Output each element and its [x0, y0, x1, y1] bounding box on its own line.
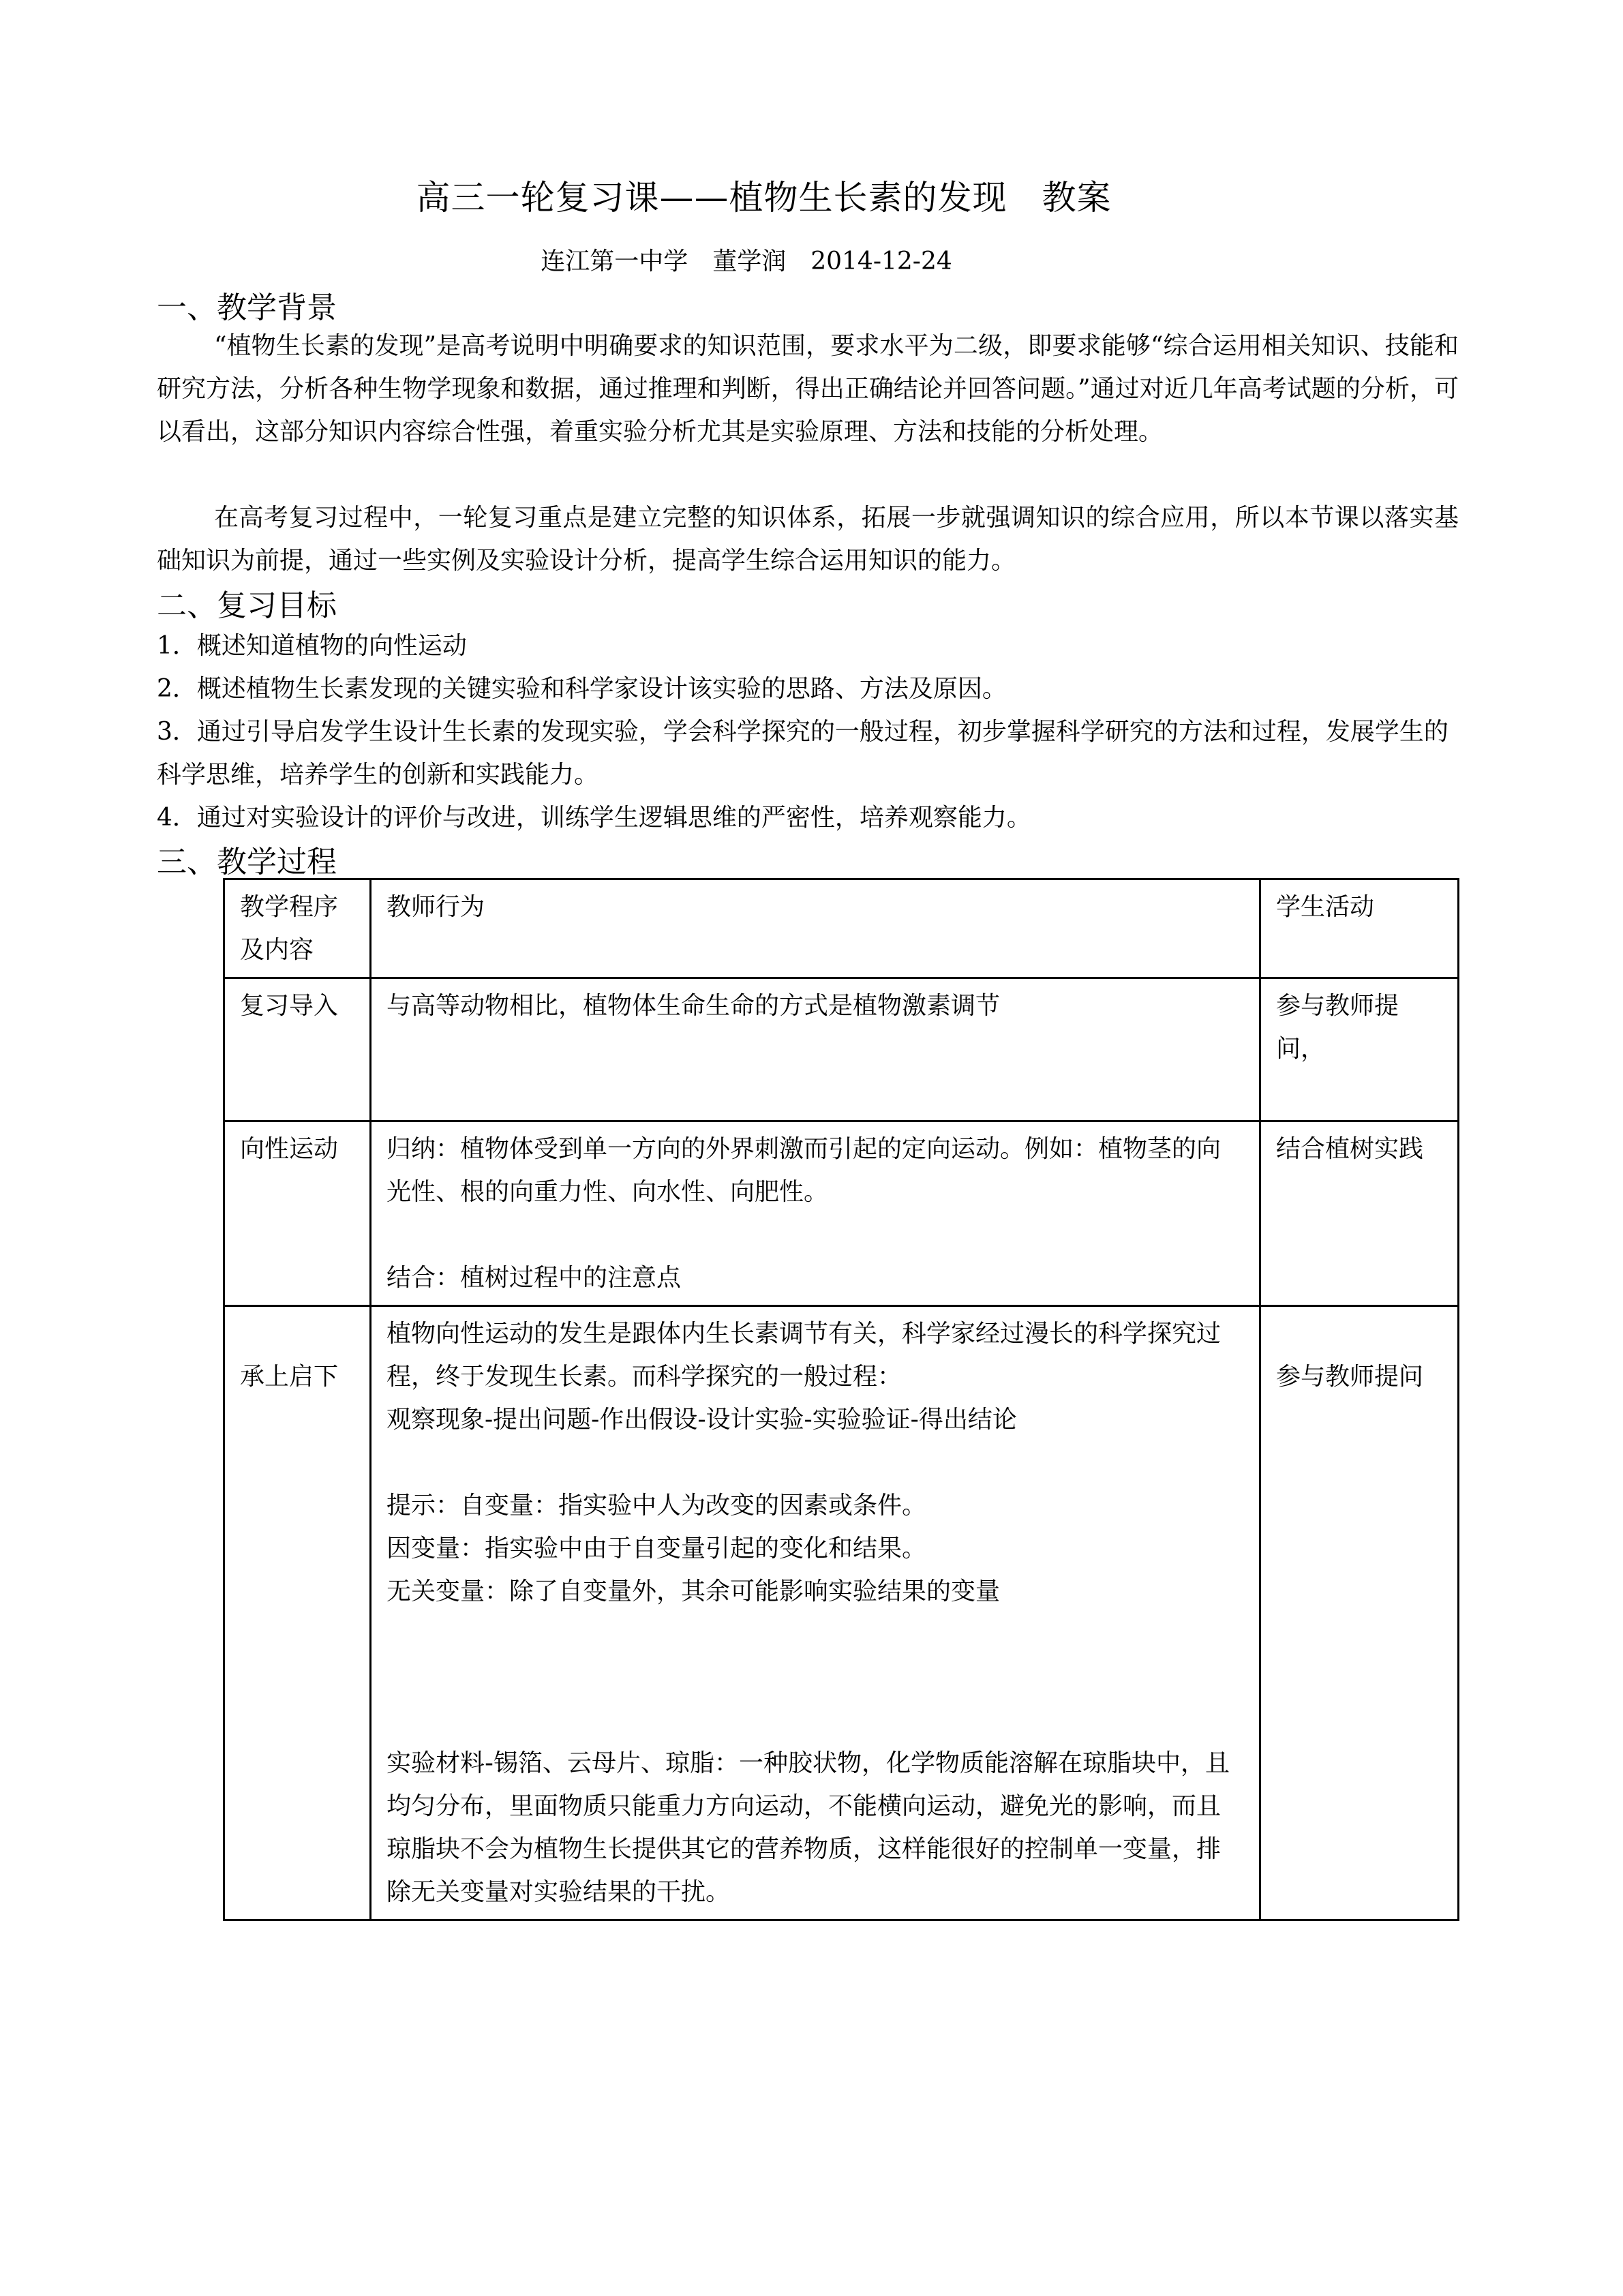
- section-heading-goals: 二、复习目标: [157, 588, 337, 623]
- goal-item-3: 3．通过引导启发学生设计生长素的发现实验，学会科学探究的一般过程，初步掌握科学研究的方法和过程，发展学生的科学思维，培养学生的创新和实践能力。: [157, 718, 1448, 789]
- teacher-text: 观察现象-提出问题-作出假设-设计实验-实验验证-得出结论: [386, 1406, 1017, 1434]
- stage-cell: 向性运动: [224, 1121, 371, 1306]
- author-date-line: 连江第一中学 董学润 2014-12-24: [541, 247, 952, 275]
- teacher-text: 提示：自变量：指实验中人为改变的因素或条件。: [386, 1492, 927, 1520]
- student-cell: 结合植树实践: [1260, 1121, 1459, 1306]
- teacher-cell: [371, 1306, 1260, 1920]
- teacher-text: 实验材料-锡箔、云母片、琼脂：一种胶状物，化学物质能溶解在琼脂块中，且均匀分布，里面物质只能重力方向运动，不能横向运动，避免光的影响，而且琼脂块不会为植物生长提供其它的营养物质，这样能很好的控制单一变量，排除无关变量对实验结果的干扰。: [386, 1749, 1230, 1906]
- background-paragraph-1: “植物生长素的发现”是高考说明中明确要求的知识范围，要求水平为二级，即要求能够“综合运用相关知识、技能和研究方法，分析各种生物学现象和数据，通过推理和判断，得出正确结论并回答问题。”通过对近几年高考试题的分析，可以看出，这部分知识内容综合性强，着重实验分析尤其是实验原理、方法和技能的分析处理。: [157, 332, 1459, 446]
- document-title: 高三一轮复习课——植物生长素的发现 教案: [416, 178, 1112, 217]
- table-header-row: [224, 879, 1459, 978]
- header-cell-stage: 教学程序及内容: [224, 879, 371, 978]
- section-heading-background: 一、教学背景: [157, 290, 337, 325]
- table-row: [224, 1306, 1459, 1920]
- student-cell: 参与教师提问，: [1260, 978, 1459, 1121]
- goal-item-1: 1．概述知道植物的向性运动: [157, 632, 467, 660]
- teacher-text: 因变量：指实验中由于自变量引起的变化和结果。: [386, 1535, 927, 1562]
- teacher-text: 结合：植树过程中的注意点: [386, 1264, 682, 1292]
- student-cell: 参与教师提问: [1260, 1306, 1459, 1920]
- background-paragraph-2: 在高考复习过程中，一轮复习重点是建立完整的知识体系，拓展一步就强调知识的综合应用，所以本节课以落实基础知识为前提，通过一些实例及实验设计分析，提高学生综合运用知识的能力。: [157, 504, 1459, 575]
- teacher-cell: [371, 978, 1260, 1121]
- teacher-text: 与高等动物相比，植物体生命生命的方式是植物激素调节: [386, 992, 1001, 1020]
- table-row: [224, 1121, 1459, 1306]
- teacher-cell: [371, 1121, 1260, 1306]
- section-heading-process: 三、教学过程: [157, 845, 337, 879]
- goal-item-2: 2．概述植物生长素发现的关键实验和科学家设计该实验的思路、方法及原因。: [157, 675, 1007, 703]
- header-cell-student: 学生活动: [1260, 879, 1459, 978]
- goal-item-4: 4．通过对实验设计的评价与改进，训练学生逻辑思维的严密性，培养观察能力。: [157, 804, 1031, 832]
- teacher-text: 归纳：植物体受到单一方向的外界刺激而引起的定向运动。例如：植物茎的向光性、根的向重力性、向水性、向肥性。: [386, 1135, 1222, 1206]
- table-row: [224, 978, 1459, 1121]
- teacher-text: 植物向性运动的发生是跟体内生长素调节有关，科学家经过漫长的科学探究过程，终于发现生长素。而科学探究的一般过程：: [386, 1320, 1222, 1391]
- header-cell-teacher: 教师行为: [371, 879, 1260, 978]
- teaching-process-table: [223, 878, 1459, 1921]
- stage-cell: 承上启下: [224, 1306, 371, 1920]
- stage-cell: 复习导入: [224, 978, 371, 1121]
- teacher-text: 无关变量：除了自变量外，其余可能影响实验结果的变量: [386, 1577, 1001, 1605]
